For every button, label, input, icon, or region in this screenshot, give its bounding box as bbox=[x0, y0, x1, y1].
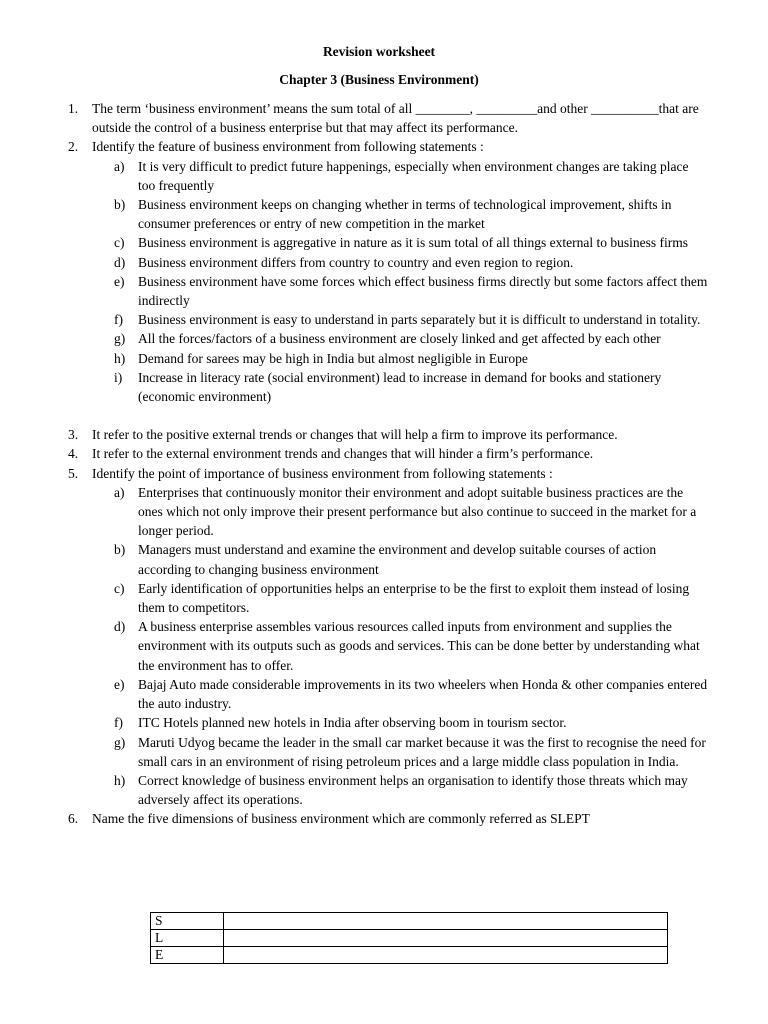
item-text: Bajaj Auto made considerable improvements in its two wheelers when Honda & other companies entered the auto industry. bbox=[138, 676, 708, 712]
question-number: 1. bbox=[68, 101, 79, 116]
question-3 bbox=[0, 425, 712, 444]
question-number: 5. bbox=[68, 465, 79, 481]
item-label: e) bbox=[114, 273, 125, 289]
item-label: b) bbox=[114, 197, 126, 213]
question-number: 2. bbox=[68, 139, 79, 155]
question-text: It refer to the external environment trends and changes that will hinder a firm’s performance. bbox=[92, 446, 594, 462]
q2-item-g bbox=[0, 329, 708, 348]
item-label: c) bbox=[114, 235, 125, 251]
slept-letter: E bbox=[151, 947, 224, 964]
question-number: 4. bbox=[68, 446, 79, 462]
slept-answer-cell[interactable] bbox=[224, 947, 668, 964]
item-text: Correct knowledge of business environment helps an organisation to identify those threats which may adversely affect its operations. bbox=[138, 772, 688, 808]
q2-item-b bbox=[0, 195, 708, 233]
item-label: h) bbox=[114, 350, 126, 366]
item-text: Enterprises that continuously monitor their environment and adopt suitable business practices are the ones which not only improve their present performance but also continue to succeed in the market for a longer period. bbox=[138, 484, 697, 539]
item-text: Early identification of opportunities helps an enterprise to be the first to exploit them instead of losing them to competitors. bbox=[138, 580, 690, 616]
q5-item-c bbox=[0, 579, 708, 617]
question-text: The term ‘business environment’ means the sum total of all ________, _________and other __________that are outside the control of a business enterprise but that may affect its performance. bbox=[92, 101, 699, 136]
q5-item-a bbox=[0, 483, 708, 541]
table-row bbox=[151, 930, 668, 947]
slept-answer-cell[interactable] bbox=[224, 913, 668, 930]
item-label: a) bbox=[114, 158, 125, 174]
item-text: Demand for sarees may be high in India but almost negligible in Europe bbox=[138, 350, 528, 366]
q2-item-e bbox=[0, 272, 708, 310]
item-text: Business environment keeps on changing whether in terms of technological improvement, shifts in consumer preferences or entry of new competition in the market bbox=[138, 197, 672, 232]
q5-item-g bbox=[0, 733, 708, 771]
question-6 bbox=[0, 809, 712, 828]
item-label: i) bbox=[114, 369, 123, 385]
question-1 bbox=[0, 99, 712, 137]
item-label: b) bbox=[114, 542, 126, 558]
question-2 bbox=[0, 137, 712, 156]
q2-item-c bbox=[0, 233, 708, 252]
question-text: It refer to the positive external trends or changes that will help a firm to improve its performance. bbox=[92, 427, 618, 443]
item-label: e) bbox=[114, 676, 125, 692]
q2-item-d bbox=[0, 253, 708, 272]
q5-item-d bbox=[0, 617, 708, 675]
item-label: a) bbox=[114, 484, 125, 500]
item-label: g) bbox=[114, 734, 126, 750]
item-label: h) bbox=[114, 772, 126, 788]
item-text: Maruti Udyog became the leader in the small car market because it was the first to recognise the need for small cars in an environment of rising petroleum prices and a large middle class population in India. bbox=[138, 734, 706, 769]
item-label: f) bbox=[114, 312, 123, 328]
item-label: c) bbox=[114, 580, 125, 596]
q5-item-e bbox=[0, 675, 708, 713]
item-text: Increase in literacy rate (social environment) lead to increase in demand for books and stationery (economic environment) bbox=[138, 369, 662, 405]
spacer bbox=[0, 406, 768, 425]
question-number: 3. bbox=[68, 427, 79, 443]
item-text: Managers must understand and examine the environment and develop suitable courses of action according to changing business environment bbox=[138, 542, 657, 577]
question-text: Identify the feature of business environment from following statements : bbox=[92, 139, 484, 155]
slept-letter: L bbox=[151, 930, 224, 947]
item-text: Business environment is aggregative in nature as it is sum total of all things external to business firms bbox=[138, 235, 689, 251]
worksheet-title: Revision worksheet bbox=[322, 44, 436, 59]
q5-item-h bbox=[0, 771, 708, 809]
item-text: All the forces/factors of a business environment are closely linked and get affected by each other bbox=[138, 331, 661, 347]
item-text: Business environment differs from country to country and even region to region. bbox=[138, 254, 574, 270]
q5-item-f bbox=[0, 713, 708, 732]
question-5 bbox=[0, 464, 712, 483]
q2-item-i bbox=[0, 368, 708, 406]
table-row bbox=[151, 913, 668, 930]
question-text: Name the five dimensions of business environment which are commonly referred as SLEPT bbox=[92, 811, 590, 827]
q5-item-b bbox=[0, 540, 708, 578]
slept-answer-cell[interactable] bbox=[224, 930, 668, 947]
question-4 bbox=[0, 444, 712, 463]
item-text: ITC Hotels planned new hotels in India after observing boom in tourism sector. bbox=[138, 715, 567, 731]
item-label: d) bbox=[114, 619, 126, 635]
question-text: Identify the point of importance of business environment from following statements : bbox=[92, 465, 553, 481]
q2-item-a bbox=[0, 157, 708, 195]
item-text: A business enterprise assembles various resources called inputs from environment and supplies the environment with its outputs such as goods and services. This can be done better by understanding what the environment has to offer. bbox=[138, 619, 700, 673]
slept-table bbox=[150, 912, 668, 964]
slept-letter: S bbox=[151, 913, 224, 930]
question-list bbox=[0, 99, 768, 829]
item-text: Business environment have some forces which effect business firms directly but some factors affect them indirectly bbox=[138, 273, 708, 309]
item-label: d) bbox=[114, 254, 126, 270]
chapter-heading: Chapter 3 (Business Environment) bbox=[279, 72, 479, 87]
item-label: f) bbox=[114, 715, 123, 731]
item-text: Business environment is easy to understand in parts separately but it is difficult to understand in totality. bbox=[138, 312, 701, 328]
item-text: It is very difficult to predict future happenings, especially when environment changes are taking place too frequently bbox=[138, 158, 689, 193]
q2-item-f bbox=[0, 310, 708, 329]
table-row bbox=[151, 947, 668, 964]
q2-item-h bbox=[0, 349, 708, 368]
question-number: 6. bbox=[68, 811, 79, 827]
item-label: g) bbox=[114, 331, 126, 347]
